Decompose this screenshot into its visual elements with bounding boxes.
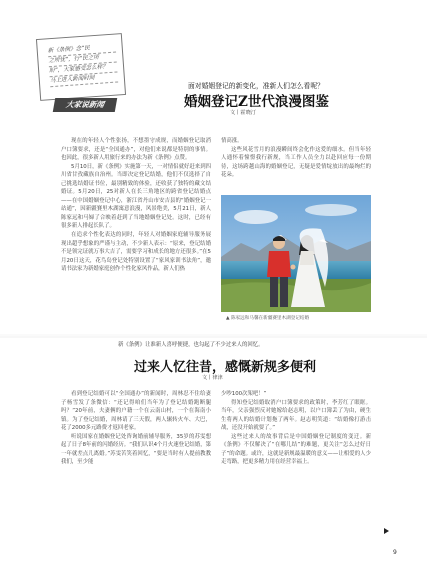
intro-line: 马上进入新闻时间: [50, 72, 119, 87]
paragraph: 听说国家在婚姻登记处咨询婚前辅导服务，35岁的苏雯想起了日子8年前的闪婚经历。“我们认识4个月火速登记结婚，第一年就差点儿离婚。”苏雯苦笑着回忆，“要是当时有人提前教教我们，至少能: [61, 433, 211, 466]
article2-right-column: [221, 390, 371, 467]
wedding-photo: [221, 195, 371, 312]
page-number: 9: [393, 549, 397, 556]
article1-subhead: 面对婚姻登记的新变化，准新人们怎么看呢？: [188, 82, 324, 90]
photo-caption: ▲ 陈家远和马馨在新疆赛里木湖登记结婚: [226, 316, 310, 321]
intro-note-box: [36, 33, 126, 101]
article1-byline: 文丨霍晓汀: [230, 110, 256, 116]
article1-left-column: [61, 137, 211, 274]
article2-title: 过来人忆往昔，感慨新规多便利: [134, 360, 317, 375]
paragraph: 这些风花雪月的浪漫瞬间终会化作这爱的细水。但当年轻人通怀着憧憬我行新规，当工作人员全力以赴回应每一份期待，这场跨越山海的婚姻登记，无疑是爱情绽放出的最绚烂的花朵。: [221, 146, 371, 179]
article1-right-column: [221, 137, 371, 180]
paragraph: 得知登记结婚取消户口簿要求的政策时，李芳红了眼眶。当年，父亲强烈反对她嫁给赵志明，以户口簿丢了为由，硬生生将两人的结婚计划拖了两年。赵志明笑道：“结婚像打游击战，还没开始就要了。”: [221, 399, 371, 432]
article2-left-column: [61, 390, 211, 467]
continue-arrow-icon: [384, 528, 389, 534]
divider-text: 新《条例》让准新人喜呼便捷，也勾起了不少过来人的回忆。: [118, 342, 264, 348]
paragraph: 少吵100次架吧！”: [221, 391, 267, 397]
paragraph: 情高涨。: [221, 138, 243, 144]
intro-line: 新《条例》念“民: [48, 43, 117, 58]
article2-byline: 文丨律津: [202, 375, 223, 381]
paragraph: 5月10日，新《条例》实施第一天，一对情侣就好赶来到四川省甘孜藏族自治州。当即决定登记结婚，他们不仅选择了自己挑选结婚证书位，最别精致的体验，还收获了独特的藏文结婚证。5月20日，25对新人在长三角地区的跨省登记结婚点——在中国婚姻登记中心，浙江省丹山市安吉县的“婚姻登记一站通”，因新疆賽里木湖寓意浪漫，风景绝美，5月21日，新人陈家远和马婦了合映着赶到了当地婚姻登记处。这时，已经有很多新人排起长队了。: [61, 163, 211, 230]
intro-line: 之所忧”，行“民之所: [48, 53, 117, 68]
article1-title: 婚姻登记Z世代浪漫图鉴: [184, 94, 329, 110]
paragraph: 看到登记结婚可以“全国通办”的新闻时，周林忍不住给妻子杨雪发了条微信：“还记得咱们当年为了登记结婚跑断腿吗？”20年前，夫妻俩的户籍一个在云南山村，一个在海南小镇。为了登记结婚，周林请了三天假，两人辗转火车、大巴，花了2000多元路费才返回老家。: [61, 391, 211, 432]
paragraph: 现在的年轻人个性张扬，不想墨守成规，而婚姻登记取消户口簿要求，还是“全国通办”，对他们来说都是特别的事情。也因此，很多新人用旅行来的办法为新《条例》点赞。: [61, 138, 211, 162]
section-tag: 大家说新闻: [53, 98, 117, 112]
paragraph: 这些过来人的故事背后是中国婚姻登记制度的变迁。新《条例》不仅解决了“在哪儿结”的难题，更关注“怎么过好日子”的命题。或许，这就是新规最温暖的意义——让相爱的人少走弯路，把更多精力用在经营幸福上。: [221, 433, 371, 466]
paragraph: 在追求个性化表达的同时，年轻人对婚姻家庭辅导服务展现出超乎想象的严谨与主动，不少新人表示：“原来，登记结婚不是领完证就万事大吉了，需要学习和成长的地方还很多。”在5月20日这天，花鸟岛登记处特别设置了“家风家训书法角”，邀请书法家为新婚家庭创作个性化家风作品，新人们热: [61, 232, 211, 273]
intro-line: 盼”，大家感受怎么样？: [49, 62, 118, 77]
